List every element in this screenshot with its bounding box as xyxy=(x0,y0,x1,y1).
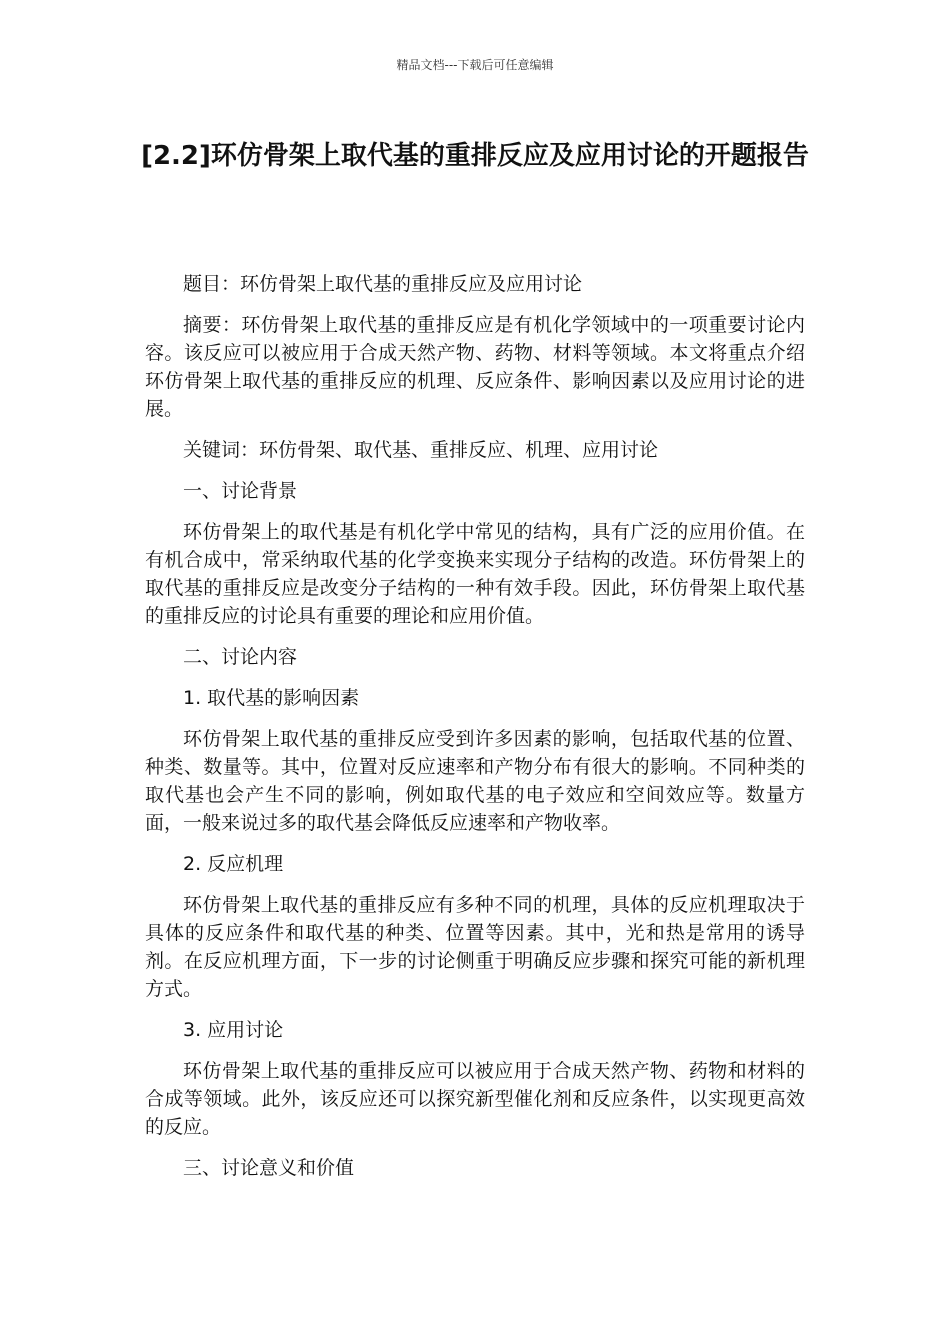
section-heading-background: 一、讨论背景 xyxy=(183,480,298,502)
factors-paragraph: 环仿骨架上取代基的重排反应受到许多因素的影响，包括取代基的位置、种类、数量等。其中，位置对反应速率和产物分布有很大的影响。不同种类的取代基也会产生不同的影响，例如取代基的电子效应和空间效应等。数量方面，一般来说过多的取代基会降低反应速率和产物收率。 xyxy=(145,728,805,834)
section-heading-content: 二、讨论内容 xyxy=(183,646,298,668)
document-body xyxy=(145,270,805,1195)
mechanism-paragraph: 环仿骨架上取代基的重排反应有多种不同的机理，具体的反应机理取决于具体的反应条件和取代基的种类、位置等因素。其中，光和热是常用的诱导剂。在反应机理方面，下一步的讨论侧重于明确反应步骤和探究可能的新机理方式。 xyxy=(145,894,805,1000)
subsection-heading-mechanism: 2. 反应机理 xyxy=(183,853,284,875)
subsection-heading-factors: 1. 取代基的影响因素 xyxy=(183,687,360,709)
abstract-paragraph: 摘要：环仿骨架上取代基的重排反应是有机化学领域中的一项重要讨论内容。该反应可以被应用于合成天然产物、药物、材料等领域。本文将重点介绍环仿骨架上取代基的重排反应的机理、反应条件、影响因素以及应用讨论的进展。 xyxy=(145,314,805,420)
application-paragraph: 环仿骨架上取代基的重排反应可以被应用于合成天然产物、药物和材料的合成等领域。此外，该反应还可以探究新型催化剂和反应条件，以实现更高效的反应。 xyxy=(145,1060,805,1138)
subsection-heading-application: 3. 应用讨论 xyxy=(183,1019,284,1041)
background-paragraph: 环仿骨架上的取代基是有机化学中常见的结构，具有广泛的应用价值。在有机合成中，常采纳取代基的化学变换来实现分子结构的改造。环仿骨架上的取代基的重排反应是改变分子结构的一种有效手段。因此，环仿骨架上取代基的重排反应的讨论具有重要的理论和应用价值。 xyxy=(145,521,805,627)
keywords-line: 关键词：环仿骨架、取代基、重排反应、机理、应用讨论 xyxy=(183,439,659,461)
document-title: [2.2]环仿骨架上取代基的重排反应及应用讨论的开题报告 xyxy=(141,141,809,171)
topic-line: 题目：环仿骨架上取代基的重排反应及应用讨论 xyxy=(183,273,583,295)
page-header-note: 精品文档---下载后可任意编辑 xyxy=(396,58,554,72)
section-heading-significance: 三、讨论意义和价值 xyxy=(183,1157,355,1179)
